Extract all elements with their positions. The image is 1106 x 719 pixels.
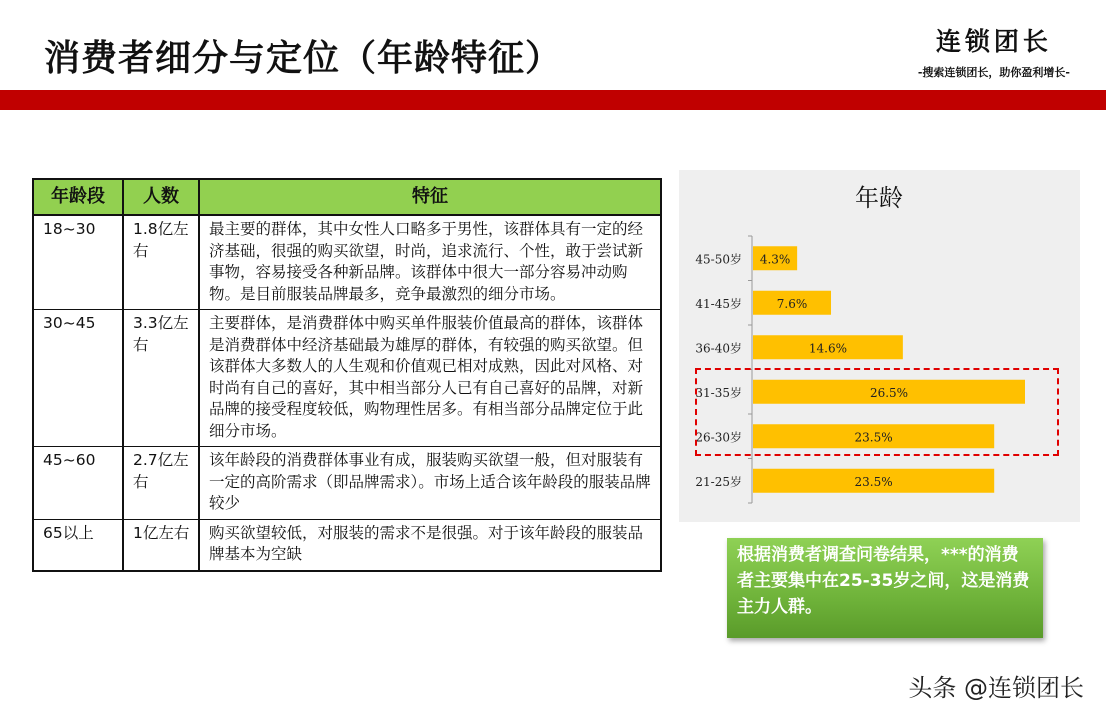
cell-age: 65以上	[33, 519, 123, 571]
chart-title: 年龄	[855, 184, 903, 212]
conclusion-callout: 根据消费者调查问卷结果，***的消费者主要集中在25-35岁之间，这是消费主力人群。	[727, 538, 1043, 638]
page-title: 消费者细分与定位（年龄特征）	[44, 38, 563, 79]
table-row	[33, 215, 661, 310]
age-chart-panel	[679, 170, 1080, 522]
age-segment-table	[32, 178, 662, 572]
brand-logo	[918, 22, 1070, 80]
header-count: 人数	[123, 179, 199, 215]
cell-count: 1亿左右	[123, 519, 199, 571]
cell-feature: 该年龄段的消费群体事业有成，服装购买欲望一般，但对服装有一定的高阶需求（即品牌需求）。市场上适合该年龄段的服装品牌较少	[199, 447, 661, 520]
chart-data-label: 23.5%	[854, 474, 893, 489]
chart-category-label: 31-35岁	[695, 385, 742, 400]
chart-category-label: 21-25岁	[695, 474, 742, 489]
watermark: 头条 @连锁团长	[908, 674, 1084, 702]
chart-data-label: 23.5%	[854, 430, 893, 445]
header-divider-bar	[0, 90, 1106, 110]
age-bar-chart	[679, 170, 1080, 522]
cell-age: 18~30	[33, 215, 123, 310]
highlight-25-35-box	[695, 368, 1059, 456]
cell-feature: 主要群体，是消费群体中购买单件服装价值最高的群体，该群体是消费群体中经济基础最为雄厚的群体，有较强的购买欲望。但该群体大多数人的人生观和价值观已相对成熟，因此对风格、对时尚有自己的喜好，其中相当部分人已有自己喜好的品牌，对新品牌的接受程度较低，购物理性居多。有相当部分品牌定位于此细分市场。	[199, 310, 661, 447]
header-feature: 特征	[199, 179, 661, 215]
chart-data-label: 7.6%	[776, 296, 808, 311]
cell-count: 3.3亿左右	[123, 310, 199, 447]
chart-category-label: 41-45岁	[695, 296, 742, 311]
chart-category-label: 26-30岁	[695, 430, 742, 445]
chart-data-label: 26.5%	[869, 385, 909, 400]
cell-count: 1.8亿左右	[123, 215, 199, 310]
chart-data-label: 14.6%	[808, 341, 847, 356]
chart-data-label: 4.3%	[759, 252, 791, 267]
chart-category-label: 45-50岁	[695, 252, 742, 267]
table-header-row	[33, 179, 661, 215]
brand-slogan: -搜索连锁团长，助你盈利增长-	[917, 66, 1070, 79]
brand-name: 连锁团长	[935, 27, 1052, 56]
cell-count: 2.7亿左右	[123, 447, 199, 520]
cell-age: 30~45	[33, 310, 123, 447]
chart-category-label: 36-40岁	[695, 341, 742, 356]
table-row	[33, 310, 661, 447]
cell-feature: 最主要的群体，其中女性人口略多于男性，该群体具有一定的经济基础，很强的购买欲望，时尚，追求流行、个性，敢于尝试新事物，容易接受各种新品牌。该群体中很大一部分容易冲动购物。是目前服装品牌最多，竞争最激烈的细分市场。	[199, 215, 661, 310]
header-age: 年龄段	[33, 179, 123, 215]
table-row	[33, 447, 661, 520]
cell-age: 45~60	[33, 447, 123, 520]
cell-feature: 购买欲望较低，对服装的需求不是很强。对于该年龄段的服装品牌基本为空缺	[199, 519, 661, 571]
table-row	[33, 519, 661, 571]
